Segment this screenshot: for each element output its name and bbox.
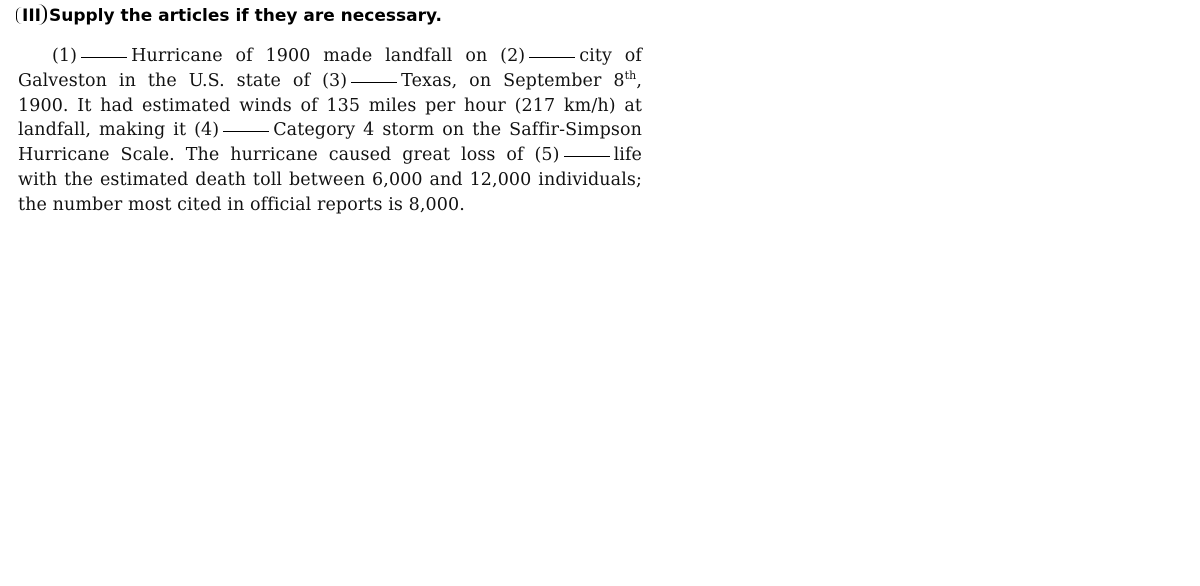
exercise-passage <box>18 44 642 218</box>
blank-marker-2: (2) <box>500 46 526 66</box>
blank-2 <box>529 56 575 58</box>
blank-marker-4: (4) <box>194 120 220 141</box>
ordinal-suffix: th <box>624 68 637 82</box>
blank-5 <box>564 155 610 157</box>
passage-segment-4: , 1900. It had estimated winds of 135 miles per hour (217 km/h) at landfall, making it <box>18 70 642 141</box>
passage-segment-2: city of Galveston in the U.S. state of <box>18 46 642 91</box>
blank-marker-1: (1) <box>52 46 78 66</box>
blank-4 <box>223 130 269 132</box>
passage-segment-1: Hurricane of 1900 made landfall on <box>131 46 488 66</box>
passage-segment-5: Category 4 storm on the Saffir-Simpson Hurricane Scale. The hurricane caused great loss of <box>18 120 642 166</box>
passage-segment-3: Texas, on September 8 <box>401 70 625 91</box>
exercise-heading <box>16 6 442 26</box>
exercise-number: III <box>16 6 45 26</box>
blank-marker-3: (3) <box>322 70 348 91</box>
exercise-instruction: Supply the articles if they are necessary. <box>48 6 442 26</box>
blank-3 <box>351 81 397 83</box>
blank-1 <box>81 56 127 58</box>
passage-segment-6: life with the estimated death toll between 6,000 and 12,000 individuals; the number most cited in official reports is 8,000. <box>18 145 642 215</box>
blank-marker-5: (5) <box>534 145 560 166</box>
